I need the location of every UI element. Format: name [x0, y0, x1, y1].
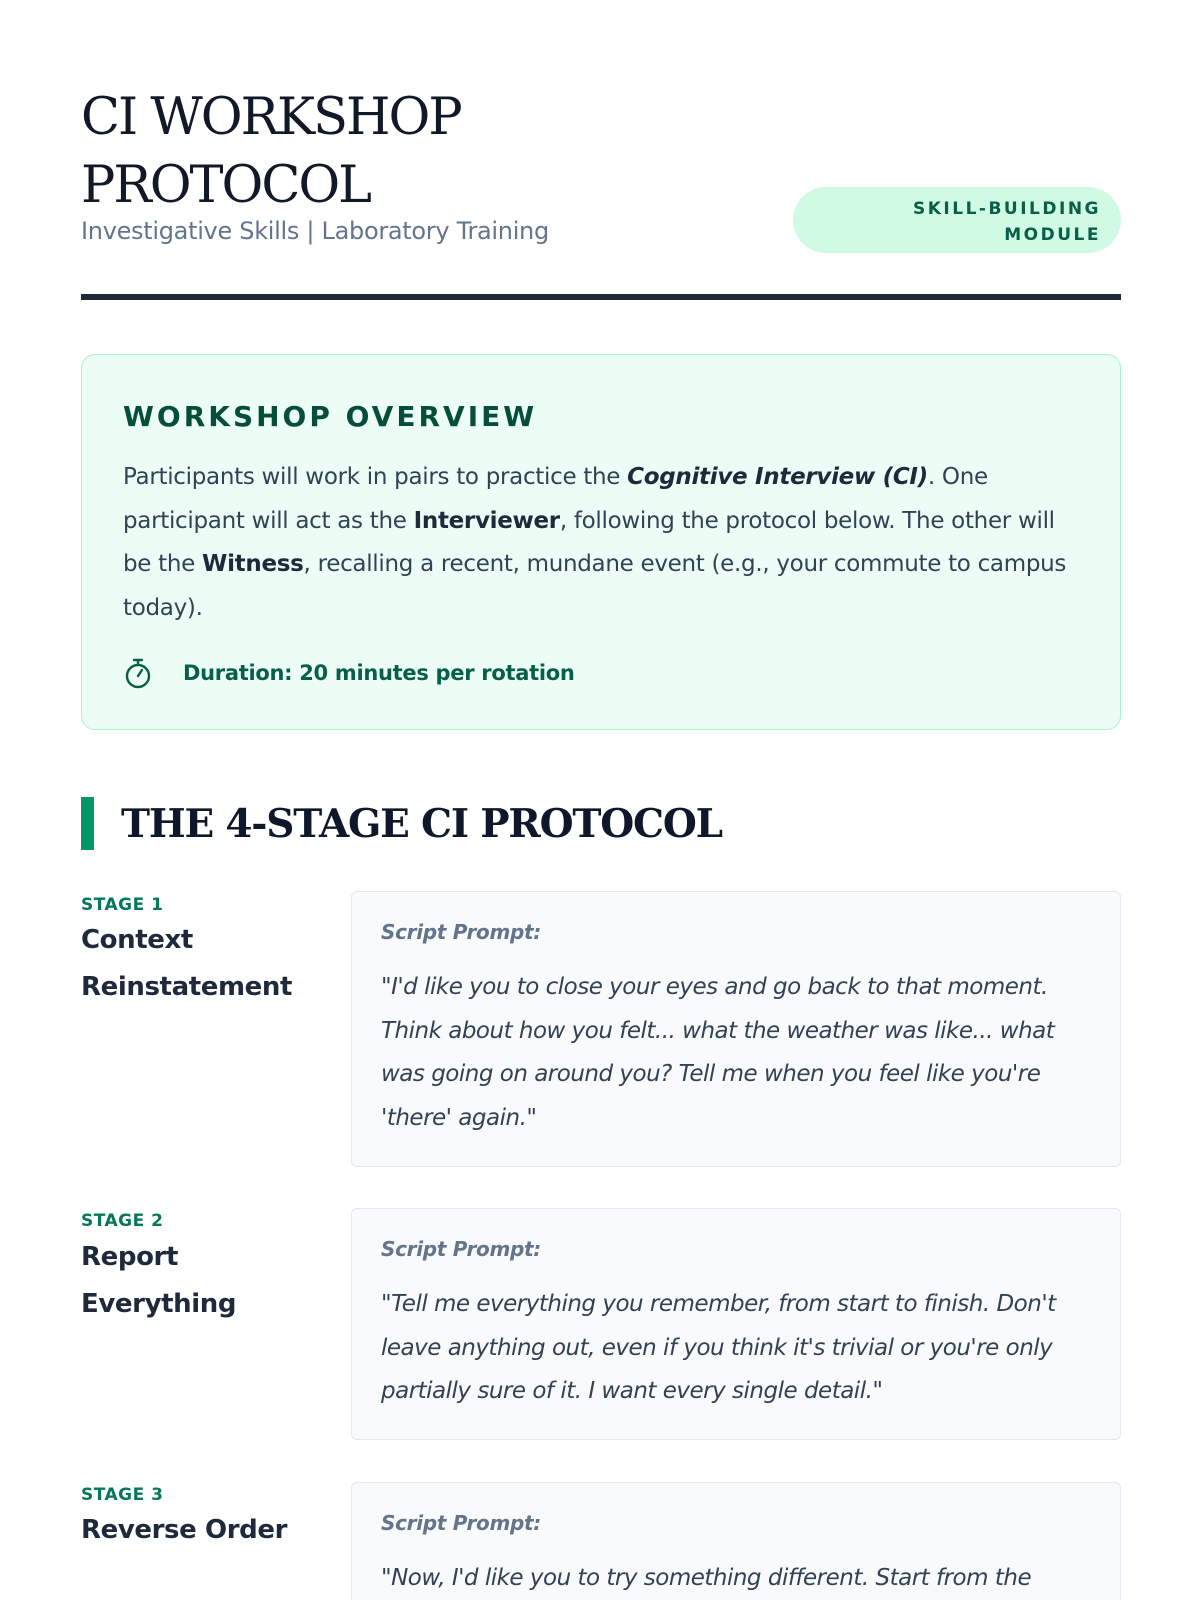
stage-3-label: STAGE 3 — [81, 1485, 164, 1505]
stopwatch-icon — [123, 655, 153, 691]
stage-2-script-label: Script Prompt: — [381, 1237, 541, 1261]
stage-2-label: STAGE 2 — [81, 1211, 164, 1231]
overview-text-3: , following the protocol below. The other will be the — [123, 507, 1055, 577]
title-line-2: PROTOCOL — [81, 156, 371, 215]
badge-line-1: SKILL-BUILDING — [913, 199, 1101, 219]
stage-1-label: STAGE 1 — [81, 895, 164, 915]
stage-3-script-text: "Now, I'd like you to try something different. Start from the — [381, 1565, 1032, 1591]
document-header — [81, 84, 1121, 304]
stage-1-script-text: "I'd like you to close your eyes and go back to that moment. Think about how you felt... what the weather was like... what was going on around you? Tell me when you feel like you're 'there' again." — [381, 974, 1055, 1131]
badge-line-2: MODULE — [1004, 225, 1101, 245]
stage-2-script-text: "Tell me everything you remember, from start to finish. Don't leave anything out, even if you think it's trivial or you're only partially sure of it. I want every single detail." — [381, 1291, 1056, 1404]
role-witness: Witness — [202, 551, 304, 577]
stage-2-script-box — [351, 1208, 1121, 1440]
duration-text: Duration: 20 minutes per rotation — [183, 661, 575, 685]
module-badge — [793, 187, 1121, 253]
overview-heading: WORKSHOP OVERVIEW — [123, 400, 538, 433]
title-line-1: CI WORKSHOP — [81, 88, 461, 147]
workshop-overview-box — [81, 354, 1121, 730]
duration-row — [123, 655, 575, 691]
role-interviewer: Interviewer — [413, 507, 560, 534]
overview-body — [123, 456, 1083, 630]
stage-1-script-box — [351, 891, 1121, 1167]
overview-text-2: . One participant will act as the — [123, 464, 988, 534]
stage-2-name: Report Everything — [81, 1242, 237, 1319]
document-title — [81, 84, 701, 220]
overview-emphasis: Cognitive Interview (CI) — [627, 464, 928, 490]
overview-text-4: , recalling a recent, mundane event (e.g., your commute to campus today). — [123, 551, 1067, 621]
stage-3-script-label: Script Prompt: — [381, 1511, 541, 1535]
overview-text-1: Participants will work in pairs to practice the — [123, 464, 628, 490]
protocol-heading: THE 4-STAGE CI PROTOCOL — [121, 801, 722, 847]
header-divider — [81, 294, 1121, 300]
stage-1-name: Context Reinstatement — [81, 925, 293, 1002]
section-accent-bar — [81, 797, 94, 850]
stage-3-script-box — [351, 1482, 1121, 1600]
stage-3-name: Reverse Order — [81, 1515, 288, 1545]
document-subtitle: Investigative Skills | Laboratory Training — [81, 217, 549, 245]
stage-1-script-label: Script Prompt: — [381, 920, 541, 944]
